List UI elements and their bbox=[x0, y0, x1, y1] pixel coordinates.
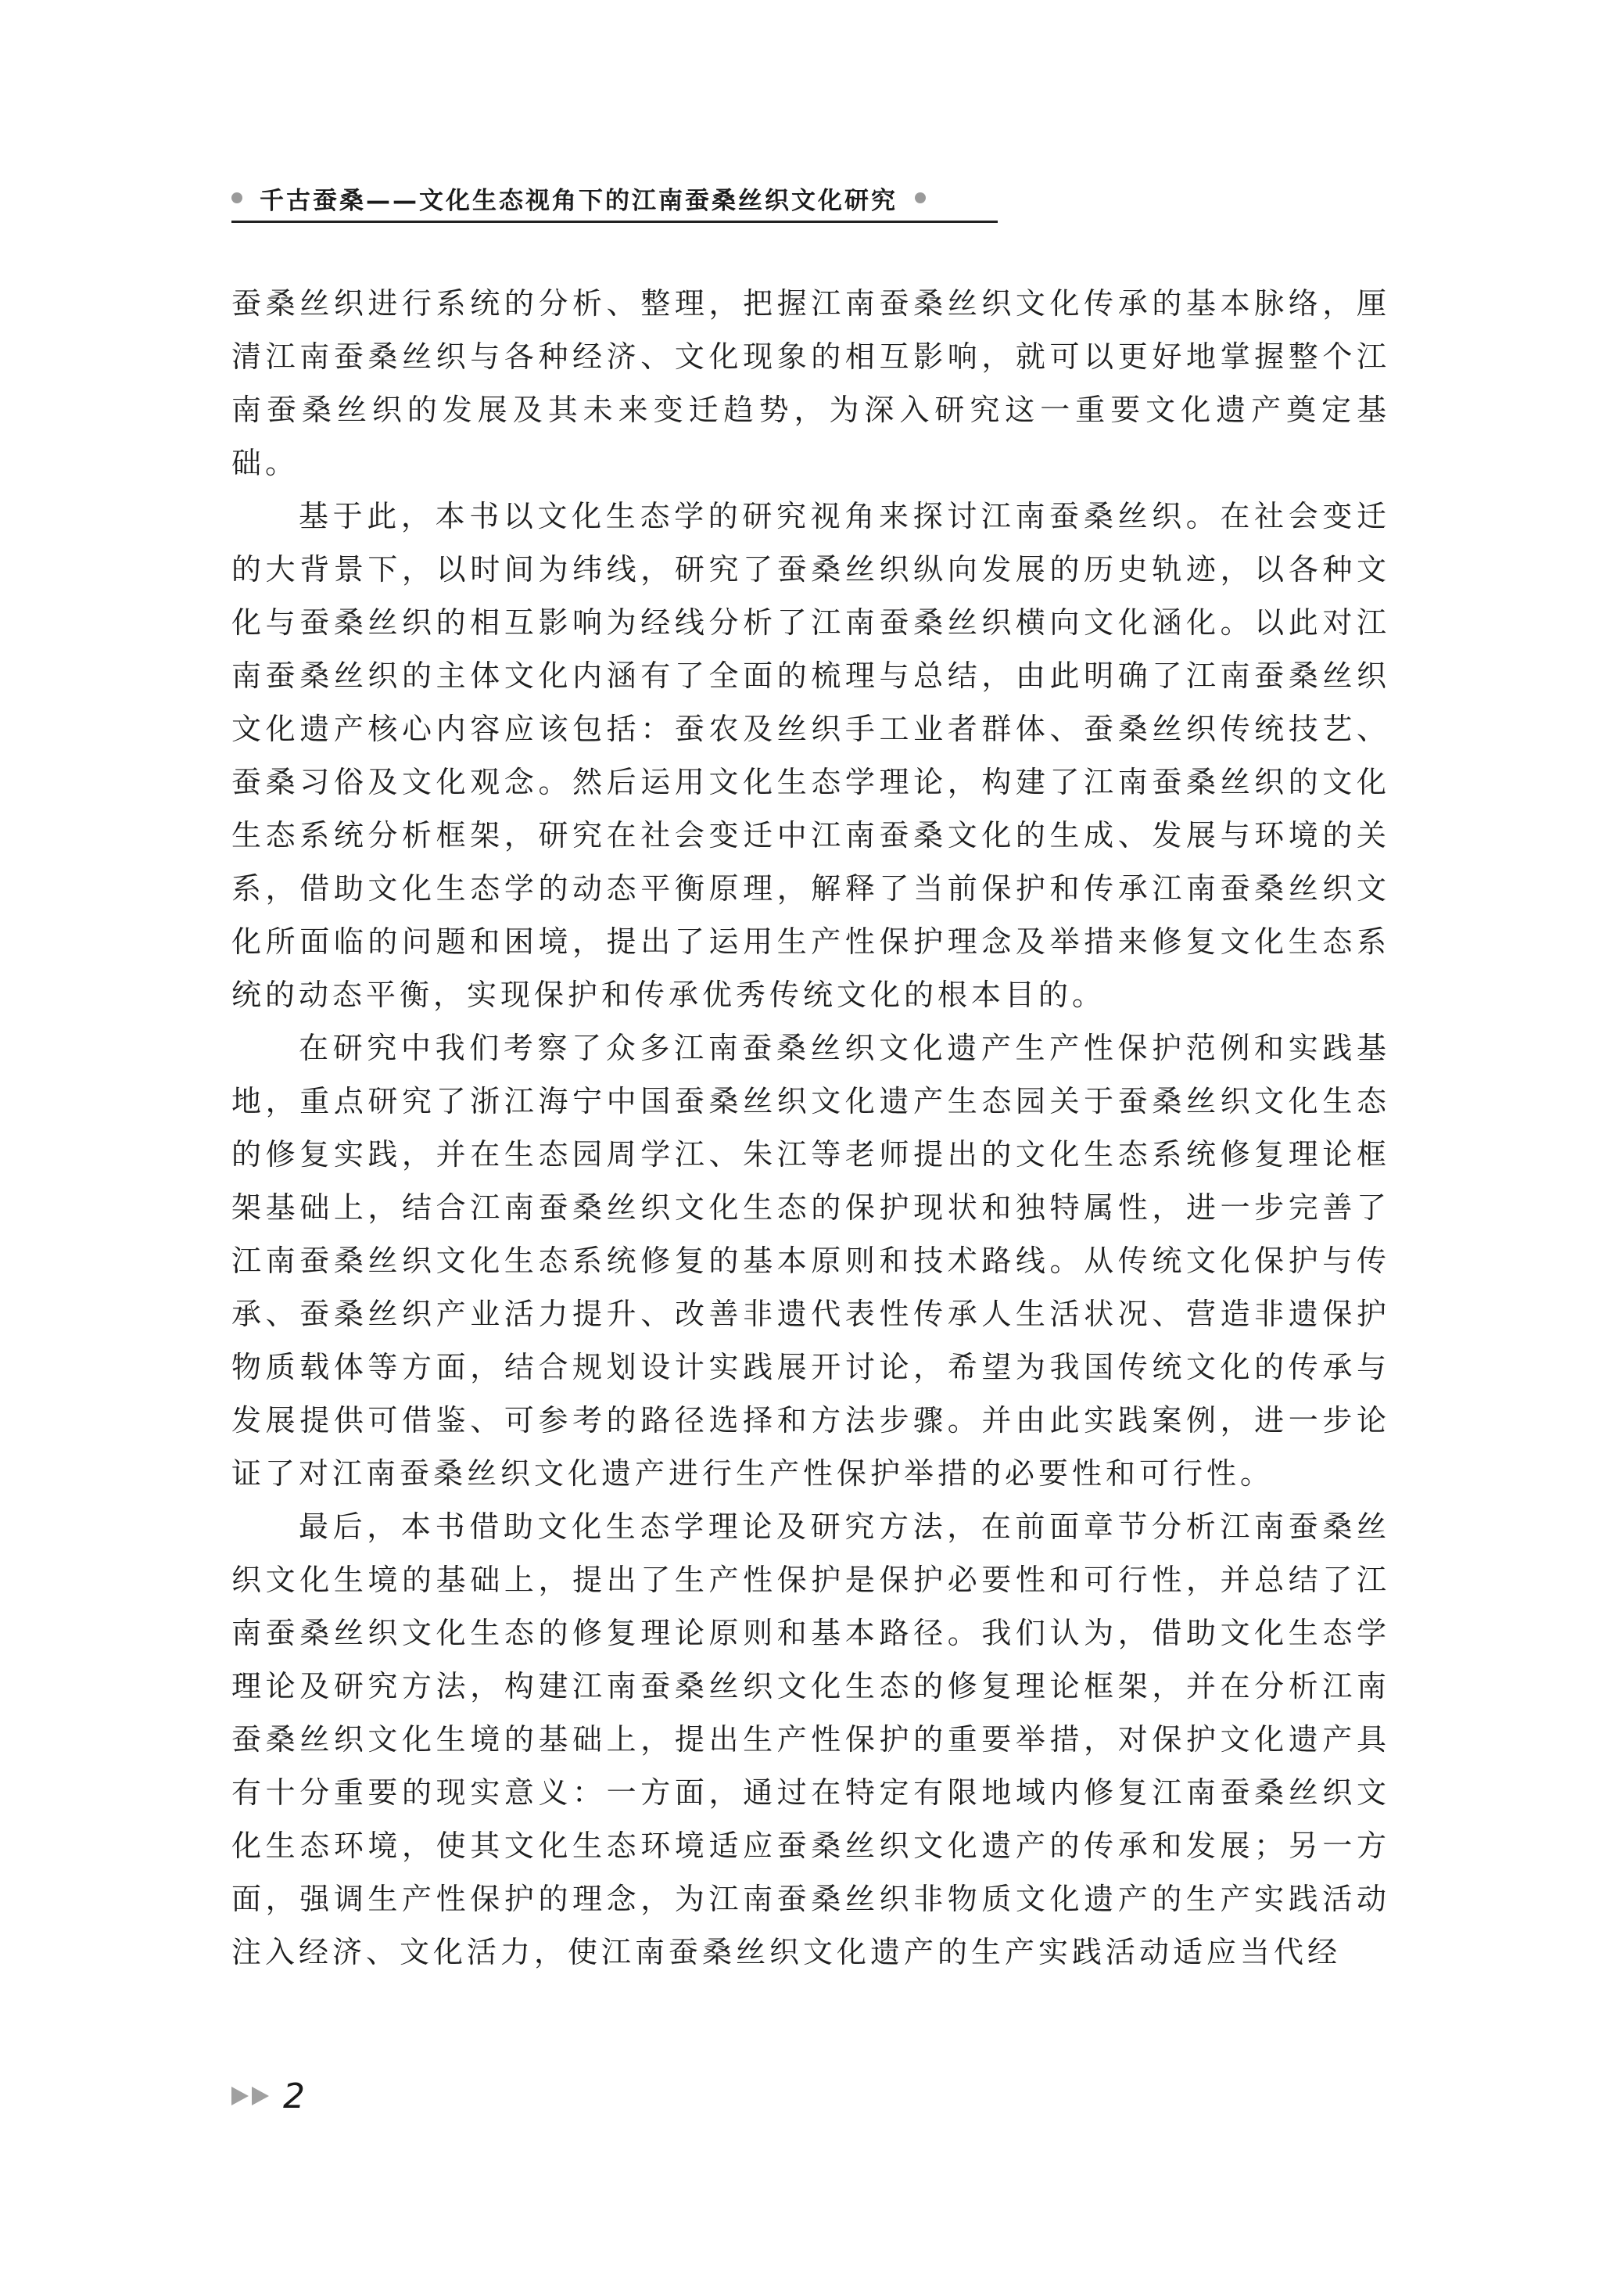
paragraph: 基于此，本书以文化生态学的研究视角来探讨江南蚕桑丝织。在社会变迁的大背景下，以时间为纬线，研究了蚕桑丝织纵向发展的历史轨迹，以各种文化与蚕桑丝织的相互影响为经线分析了江南蚕桑丝织横向文化涵化。以此对江南蚕桑丝织的主体文化内涵有了全面的梳理与总结，由此明确了江南蚕桑丝织文化遗产核心内容应该包括：蚕农及丝织手工业者群体、蚕桑丝织传统技艺、蚕桑习俗及文化观念。然后运用文化生态学理论，构建了江南蚕桑丝织的文化生态系统分析框架，研究在社会变迁中江南蚕桑文化的生成、发展与环境的关系，借助文化生态学的动态平衡原理，解释了当前保护和传承江南蚕桑丝织文化所面临的问题和困境，提出了运用生产性保护理念及举措来修复文化生态系统的动态平衡，实现保护和传承优秀传统文化的根本目的。 bbox=[231, 499, 1390, 1012]
page-footer bbox=[231, 2073, 305, 2119]
header-rule bbox=[231, 221, 998, 223]
page-number: 2 bbox=[283, 2076, 305, 2116]
paragraph: 在研究中我们考察了众多江南蚕桑丝织文化遗产生产性保护范例和实践基地，重点研究了浙江海宁中国蚕桑丝织文化遗产生态园关于蚕桑丝织文化生态的修复实践，并在生态园周学江、朱江等老师提出的文化生态系统修复理论框架基础上，结合江南蚕桑丝织文化生态的保护现状和独特属性，进一步完善了江南蚕桑丝织文化生态系统修复的基本原则和技术路线。从传统文化保护与传承、蚕桑丝织产业活力提升、改善非遗代表性传承人生活状况、营造非遗保护物质载体等方面，结合规划设计实践展开讨论，希望为我国传统文化的传承与发展提供可借鉴、可参考的路径选择和方法步骤。并由此实践案例，进一步论证了对江南蚕桑丝织文化遗产进行生产性保护举措的必要性和可行性。 bbox=[231, 1031, 1390, 1491]
running-header-title: 千古蚕桑——文化生态视角下的江南蚕桑丝织文化研究 bbox=[260, 186, 898, 215]
body-text bbox=[231, 277, 1390, 1979]
paragraph: 最后，本书借助文化生态学理论及研究方法，在前面章节分析江南蚕桑丝织文化生境的基础上，提出了生产性保护是保护必要性和可行性，并总结了江南蚕桑丝织文化生态的修复理论原则和基本路径。我们认为，借助文化生态学理论及研究方法，构建江南蚕桑丝织文化生态的修复理论框架，并在分析江南蚕桑丝织文化生境的基础上，提出生产性保护的重要举措，对保护文化遗产具有十分重要的现实意义：一方面，通过在特定有限地域内修复江南蚕桑丝织文化生态环境，使其文化生态环境适应蚕桑丝织文化遗产的传承和发展；另一方面，强调生产性保护的理念，为江南蚕桑丝织非物质文化遗产的生产实践活动注入经济、文化活力，使江南蚕桑丝织文化遗产的生产实践活动适应当代经 bbox=[231, 1509, 1390, 1969]
paragraph: 蚕桑丝织进行系统的分析、整理，把握江南蚕桑丝织文化传承的基本脉络，厘清江南蚕桑丝织与各种经济、文化现象的相互影响，就可以更好地掌握整个江南蚕桑丝织的发展及其未来变迁趋势，为深入研究这一重要文化遗产奠定基础。 bbox=[231, 286, 1390, 480]
bullet-dot-icon bbox=[231, 192, 242, 203]
triangle-arrow-icon bbox=[252, 2087, 269, 2105]
running-header bbox=[231, 180, 998, 216]
triangle-arrow-icon bbox=[231, 2087, 249, 2105]
bullet-dot-icon bbox=[915, 192, 926, 203]
